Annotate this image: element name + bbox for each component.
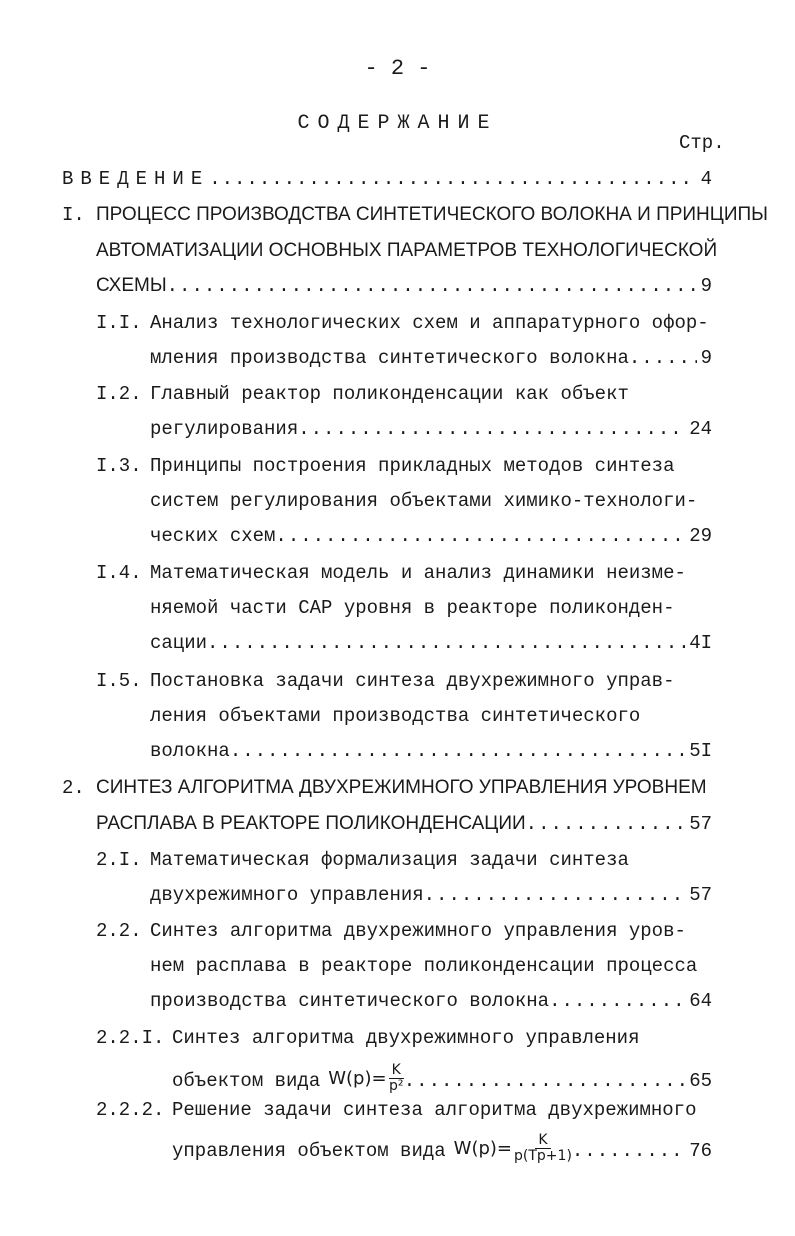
toc-section-line: няемой части САР уровня в реакторе поликонден- [150, 597, 675, 619]
toc-section-number: 2.2. [96, 920, 142, 942]
leader-dots [629, 345, 697, 371]
toc-section-last-line [150, 523, 712, 549]
toc-section-last-line [150, 988, 712, 1014]
toc-section-line: управления объектом вида [172, 1140, 446, 1162]
toc-page-number: 5I [689, 740, 712, 762]
toc-page-number: 65 [689, 1070, 712, 1092]
leader-dots [404, 1068, 685, 1094]
toc-page-number: 9 [700, 275, 712, 297]
toc-chapter-line: СХЕМЫ [96, 275, 167, 296]
toc-chapter-number: 2. [62, 777, 85, 799]
toc-section-line: волокна [150, 740, 230, 762]
toc-section-last-line [172, 1060, 712, 1094]
toc-section-number: I.4. [96, 562, 142, 584]
formula-lhs: W(p)= [328, 1067, 387, 1089]
toc-section-number: 2.2.I. [96, 1027, 165, 1049]
toc-entry-intro[interactable] [62, 166, 712, 192]
toc-section-number: I.I. [96, 312, 142, 334]
toc-page-number: 57 [689, 884, 712, 906]
page-column-label: Стр. [679, 132, 725, 154]
toc-page-number: 24 [689, 418, 712, 440]
toc-section-number: I.5. [96, 670, 142, 692]
toc-section-line: объектом вида [172, 1070, 321, 1092]
toc-section-line: Синтез алгоритма двухрежимного управления [172, 1027, 640, 1049]
leader-dots [230, 738, 685, 764]
toc-section-line: Анализ технологических схем и аппаратурного офор- [150, 312, 709, 334]
toc-section-last-line [150, 630, 712, 656]
toc-page-number: 29 [689, 525, 712, 547]
formula-numerator: K [389, 1063, 404, 1079]
leader-dots [572, 1138, 685, 1164]
toc-section-line: Главный реактор поликонденсации как объект [150, 383, 629, 405]
toc-chapter-last-line [96, 273, 712, 299]
toc-section-line: Математическая модель и анализ динамики неизме- [150, 562, 686, 584]
toc-chapter-line: АВТОМАТИЗАЦИИ ОСНОВНЫХ ПАРАМЕТРОВ ТЕХНОЛОГИЧЕСКОЙ [96, 240, 718, 261]
formula-denominator: p² [388, 1078, 404, 1094]
toc-chapter-number: I. [62, 204, 85, 226]
toc-section-line: сации [150, 632, 208, 654]
leader-dots [549, 988, 685, 1014]
leader-dots [209, 166, 696, 192]
toc-section-number: 2.2.2. [96, 1099, 165, 1121]
toc-section-last-line [150, 882, 712, 908]
toc-section-line: мления производства синтетического волокна [150, 347, 629, 369]
leader-dots [167, 273, 697, 299]
toc-page-number: 64 [689, 990, 712, 1012]
formula-lhs: W(p)= [453, 1137, 513, 1159]
page-title: СОДЕРЖАНИЕ [297, 112, 498, 135]
toc-section-line: двухрежимного управления [150, 884, 424, 906]
toc-chapter-line: СИНТЕЗ АЛГОРИТМА ДВУХРЕЖИМНОГО УПРАВЛЕНИЯ УРОВНЕМ [96, 777, 707, 798]
toc-section-line: регулирования [150, 418, 299, 440]
toc-section-number: I.3. [96, 455, 142, 477]
formula-denominator: p(Tp+1) [514, 1148, 572, 1164]
toc-section-line: Принципы построения прикладных методов синтеза [150, 455, 675, 477]
toc-section-number: 2.I. [96, 849, 142, 871]
leader-dots [526, 811, 686, 837]
toc-section-line: Математическая формализация задачи синтеза [150, 849, 629, 871]
toc-chapter-line: ПРОЦЕСС ПРОИЗВОДСТВА СИНТЕТИЧЕСКОГО ВОЛОКНА И ПРИНЦИПЫ [96, 204, 768, 225]
toc-section-last-line [150, 416, 712, 442]
toc-section-line: нем расплава в реакторе поликонденсации процесса [150, 955, 698, 977]
toc-entry-label: ВВЕДЕНИЕ [62, 168, 210, 190]
toc-section-last-line [150, 738, 712, 764]
formula-fraction [389, 1063, 404, 1094]
toc-section-line: производства синтетического волокна [150, 990, 550, 1012]
toc-section-number: I.2. [96, 383, 142, 405]
transfer-function-formula [328, 1063, 404, 1094]
page-number: - 2 - [364, 56, 431, 81]
toc-section-last-line [172, 1128, 712, 1164]
leader-dots [424, 882, 686, 908]
formula-fraction [514, 1133, 572, 1164]
toc-section-line: систем регулирования объектами химико-технологи- [150, 490, 698, 512]
toc-page-number: 4I [689, 632, 712, 654]
transfer-function-formula [454, 1133, 572, 1164]
toc-section-line: Решение задачи синтеза алгоритма двухрежимного [172, 1099, 697, 1121]
toc-page-number: 9 [700, 347, 712, 369]
leader-dots [298, 416, 685, 442]
toc-page-number: 76 [689, 1140, 712, 1162]
toc-section-line: Постановка задачи синтеза двухрежимного управ- [150, 670, 675, 692]
leader-dots [207, 630, 685, 656]
toc-page-number: 57 [689, 813, 712, 835]
toc-section-line: ческих схем [150, 525, 276, 547]
toc-section-last-line [150, 345, 712, 371]
formula-numerator: K [535, 1133, 550, 1149]
toc-section-line: ления объектами производства синтетического [150, 705, 641, 727]
toc-chapter-last-line [96, 811, 712, 837]
toc-chapter-line: РАСПЛАВА В РЕАКТОРЕ ПОЛИКОНДЕНСАЦИИ [96, 813, 526, 834]
toc-page-number: 4 [700, 168, 712, 190]
leader-dots [275, 523, 685, 549]
toc-section-line: Синтез алгоритма двухрежимного управления уров- [150, 920, 686, 942]
